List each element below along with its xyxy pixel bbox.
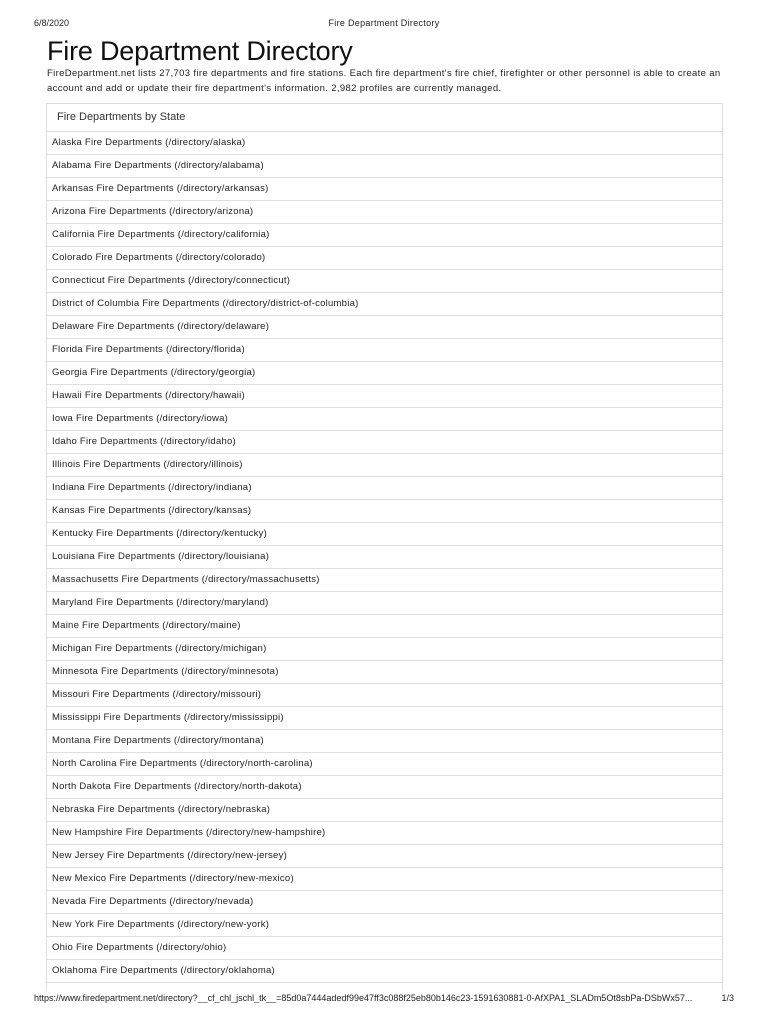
- state-list: [47, 132, 722, 983]
- print-page-title: Fire Department Directory: [328, 18, 440, 28]
- page-title: Fire Department Directory: [47, 36, 353, 66]
- print-page-number: 1/3: [721, 993, 734, 1003]
- state-link[interactable]: California Fire Departments (/directory/california): [47, 224, 722, 247]
- state-link[interactable]: Kansas Fire Departments (/directory/kansas): [47, 500, 722, 523]
- intro-text: FireDepartment.net lists 27,703 fire departments and fire stations. Each fire department's fire chief, firefighter or other personnel is able to create an account and add or update their fire department's information. 2,982 profiles are currently managed.: [47, 68, 721, 94]
- print-footer: [34, 993, 734, 1007]
- state-link[interactable]: Montana Fire Departments (/directory/montana): [47, 730, 722, 753]
- state-link[interactable]: Iowa Fire Departments (/directory/iowa): [47, 408, 722, 431]
- states-panel: [46, 103, 723, 991]
- print-header: [34, 18, 734, 32]
- state-link[interactable]: New Mexico Fire Departments (/directory/new-mexico): [47, 868, 722, 891]
- state-link[interactable]: Oklahoma Fire Departments (/directory/oklahoma): [47, 960, 722, 983]
- state-link[interactable]: District of Columbia Fire Departments (/directory/district-of-columbia): [47, 293, 722, 316]
- state-link[interactable]: Maryland Fire Departments (/directory/maryland): [47, 592, 722, 615]
- panel-heading: Fire Departments by State: [47, 104, 722, 132]
- state-link[interactable]: North Dakota Fire Departments (/directory/north-dakota): [47, 776, 722, 799]
- print-url: https://www.firedepartment.net/directory?__cf_chl_jschl_tk__=85d0a7444adedf99e47ff3c088f25eb80b146c23-1591630881-0-AfXPA1_SLADm5Ot8sbPa-DSbWx57...: [34, 993, 693, 1003]
- state-link[interactable]: Mississippi Fire Departments (/directory/mississippi): [47, 707, 722, 730]
- state-link[interactable]: Georgia Fire Departments (/directory/georgia): [47, 362, 722, 385]
- state-link[interactable]: Hawaii Fire Departments (/directory/hawaii): [47, 385, 722, 408]
- state-link[interactable]: Massachusetts Fire Departments (/directory/massachusetts): [47, 569, 722, 592]
- state-link[interactable]: Nebraska Fire Departments (/directory/nebraska): [47, 799, 722, 822]
- state-link[interactable]: North Carolina Fire Departments (/directory/north-carolina): [47, 753, 722, 776]
- state-link[interactable]: Idaho Fire Departments (/directory/idaho): [47, 431, 722, 454]
- state-link[interactable]: Florida Fire Departments (/directory/florida): [47, 339, 722, 362]
- state-link[interactable]: New Jersey Fire Departments (/directory/new-jersey): [47, 845, 722, 868]
- state-link[interactable]: Michigan Fire Departments (/directory/michigan): [47, 638, 722, 661]
- print-date: 6/8/2020: [34, 18, 70, 28]
- state-link[interactable]: Arizona Fire Departments (/directory/arizona): [47, 201, 722, 224]
- state-link[interactable]: New York Fire Departments (/directory/new-york): [47, 914, 722, 937]
- state-link[interactable]: Louisiana Fire Departments (/directory/louisiana): [47, 546, 722, 569]
- state-link[interactable]: Missouri Fire Departments (/directory/missouri): [47, 684, 722, 707]
- state-link[interactable]: Indiana Fire Departments (/directory/indiana): [47, 477, 722, 500]
- state-link[interactable]: Colorado Fire Departments (/directory/colorado): [47, 247, 722, 270]
- state-link[interactable]: Maine Fire Departments (/directory/maine): [47, 615, 722, 638]
- state-link[interactable]: Illinois Fire Departments (/directory/illinois): [47, 454, 722, 477]
- state-link[interactable]: Minnesota Fire Departments (/directory/minnesota): [47, 661, 722, 684]
- state-link[interactable]: Connecticut Fire Departments (/directory/connecticut): [47, 270, 722, 293]
- state-link[interactable]: Arkansas Fire Departments (/directory/arkansas): [47, 178, 722, 201]
- state-link[interactable]: Alabama Fire Departments (/directory/alabama): [47, 155, 722, 178]
- state-link[interactable]: Alaska Fire Departments (/directory/alaska): [47, 132, 722, 155]
- state-link[interactable]: New Hampshire Fire Departments (/directory/new-hampshire): [47, 822, 722, 845]
- state-link[interactable]: Nevada Fire Departments (/directory/nevada): [47, 891, 722, 914]
- state-link[interactable]: Delaware Fire Departments (/directory/delaware): [47, 316, 722, 339]
- state-link[interactable]: Ohio Fire Departments (/directory/ohio): [47, 937, 722, 960]
- state-link[interactable]: Kentucky Fire Departments (/directory/kentucky): [47, 523, 722, 546]
